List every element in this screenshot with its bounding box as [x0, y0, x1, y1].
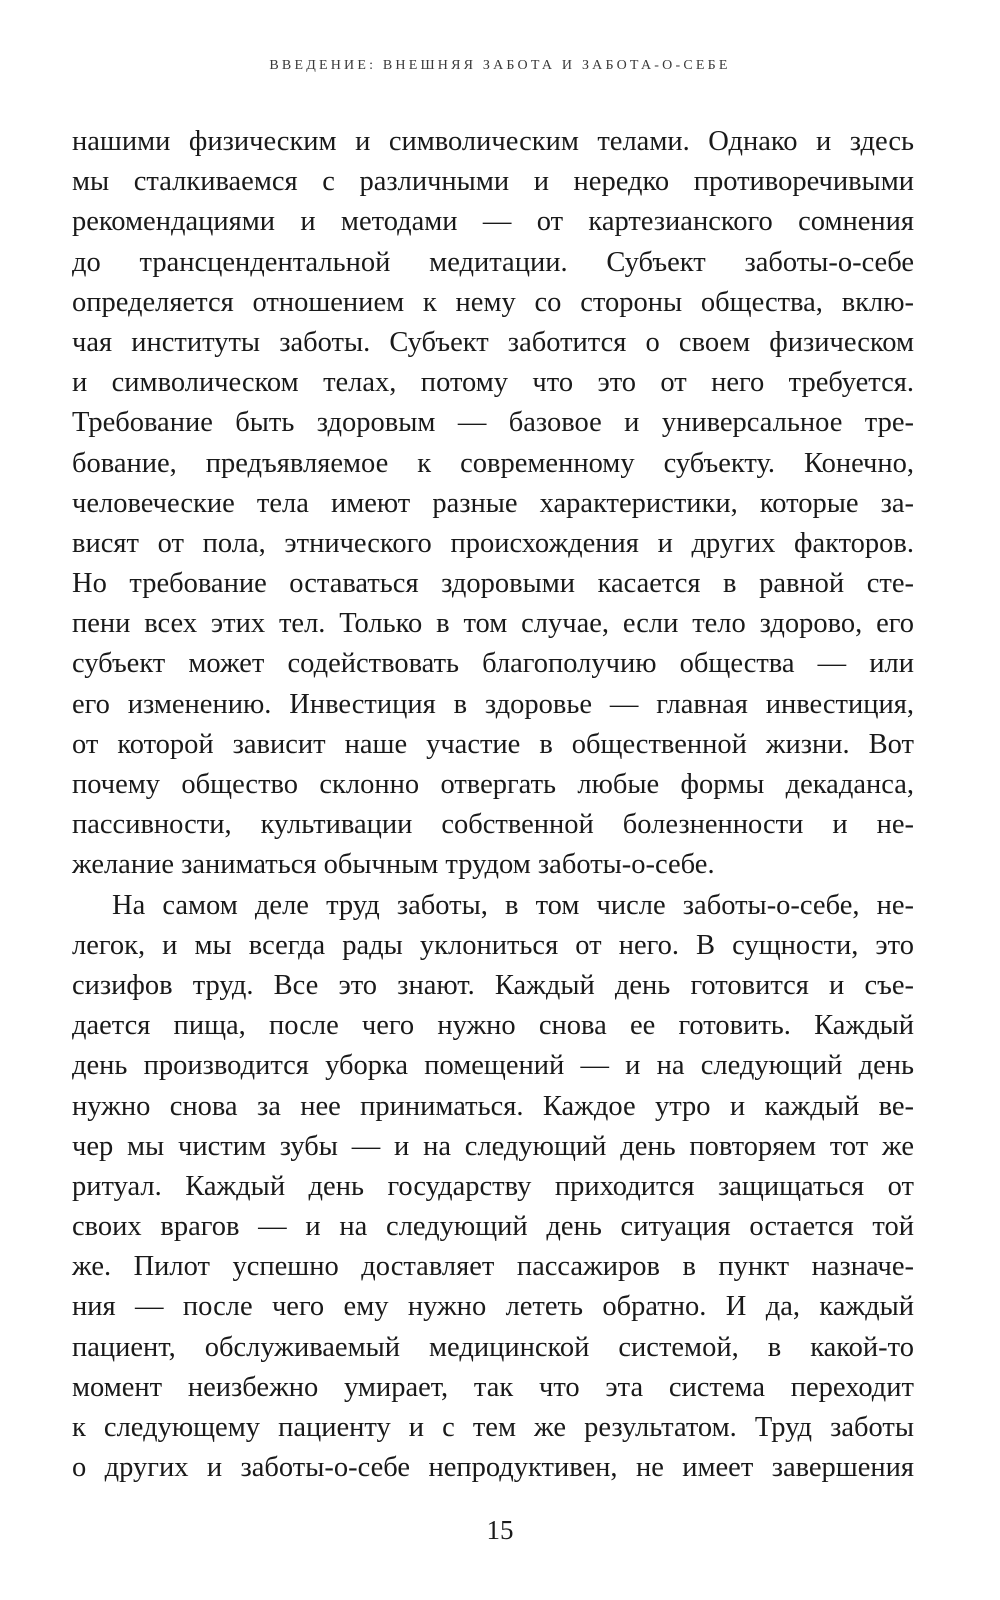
text-line: Но требование оставаться здоровыми касается в равной сте- [72, 568, 914, 600]
text-line: нужно снова за нее приниматься. Каждое утро и каждый ве- [72, 1090, 914, 1122]
paragraph-2 [72, 886, 914, 1489]
text-line: ритуал. Каждый день государству приходится защищаться от [72, 1170, 914, 1202]
text-line: чер мы чистим зубы — и на следующий день повторяем тот же [72, 1130, 914, 1162]
text-line: его изменению. Инвестиция в здоровье — главная инвестиция, [72, 688, 914, 720]
text-line: легок, и мы всегда рады уклониться от него. В сущности, это [72, 929, 914, 961]
text-line: о других и заботы-о-себе непродуктивен, не имеет завершения [72, 1452, 914, 1484]
text-line: Требование быть здоровым — базовое и универсальное тре- [72, 407, 914, 439]
text-line: мы сталкиваемся с различными и нередко противоречивыми [72, 166, 914, 198]
text-line: своих врагов — и на следующий день ситуация остается той [72, 1211, 914, 1243]
text-line: На самом деле труд заботы, в том числе заботы-о-себе, не- [112, 889, 914, 921]
page-number: 15 [486, 1515, 514, 1545]
text-line: день производится уборка помещений — и на следующий день [72, 1050, 914, 1082]
text-line: нашими физическим и символическим телами. Однако и здесь [72, 126, 914, 157]
text-line: бование, предъявляемое к современному субъекту. Конечно, [72, 447, 914, 479]
text-line: человеческие тела имеют разные характеристики, которые за- [72, 487, 914, 519]
text-line: момент неизбежно умирает, так что эта система переходит [72, 1371, 914, 1403]
paragraph-1 [72, 122, 914, 886]
text-line: висят от пола, этнического происхождения и других факторов. [72, 527, 914, 559]
text-line: пени всех этих тел. Только в том случае, если тело здорово, его [72, 608, 914, 640]
text-line: к следующему пациенту и с тем же результатом. Труд заботы [72, 1412, 914, 1443]
text-line: и символическом телах, потому что это от него требуется. [72, 367, 914, 399]
text-line: же. Пилот успешно доставляет пассажиров в пункт назначе- [72, 1251, 914, 1283]
text-line: сизифов труд. Все это знают. Каждый день готовится и съе- [72, 969, 914, 1001]
text-line: чая институты заботы. Субъект заботится о своем физическом [72, 326, 914, 358]
text-line: пациент, обслуживаемый медицинской системой, в какой-то [72, 1331, 914, 1363]
text-line: почему общество склонно отвергать любые формы декаданса, [72, 769, 914, 800]
text-line: субъект может содействовать благополучию общества — или [72, 648, 914, 680]
running-head: ВВЕДЕНИЕ: ВНЕШНЯЯ ЗАБОТА И ЗАБОТА-О-СЕБЕ [269, 58, 731, 73]
text-line: пассивности, культивации собственной болезненности и не- [72, 809, 914, 841]
text-line: ния — после чего ему нужно лететь обратно. И да, каждый [72, 1291, 914, 1323]
text-line: рекомендациями и методами — от картезианского сомнения [72, 206, 914, 238]
body-text [72, 122, 914, 1488]
text-line: до трансцендентальной медитации. Субъект заботы-о-себе [72, 246, 914, 278]
text-line: от которой зависит наше участие в общественной жизни. Вот [72, 728, 914, 760]
text-line: желание заниматься обычным трудом заботы-о-себе. [72, 849, 715, 881]
text-line: определяется отношением к нему со стороны общества, вклю- [72, 286, 914, 318]
text-line: дается пища, после чего нужно снова ее готовить. Каждый [72, 1010, 914, 1042]
